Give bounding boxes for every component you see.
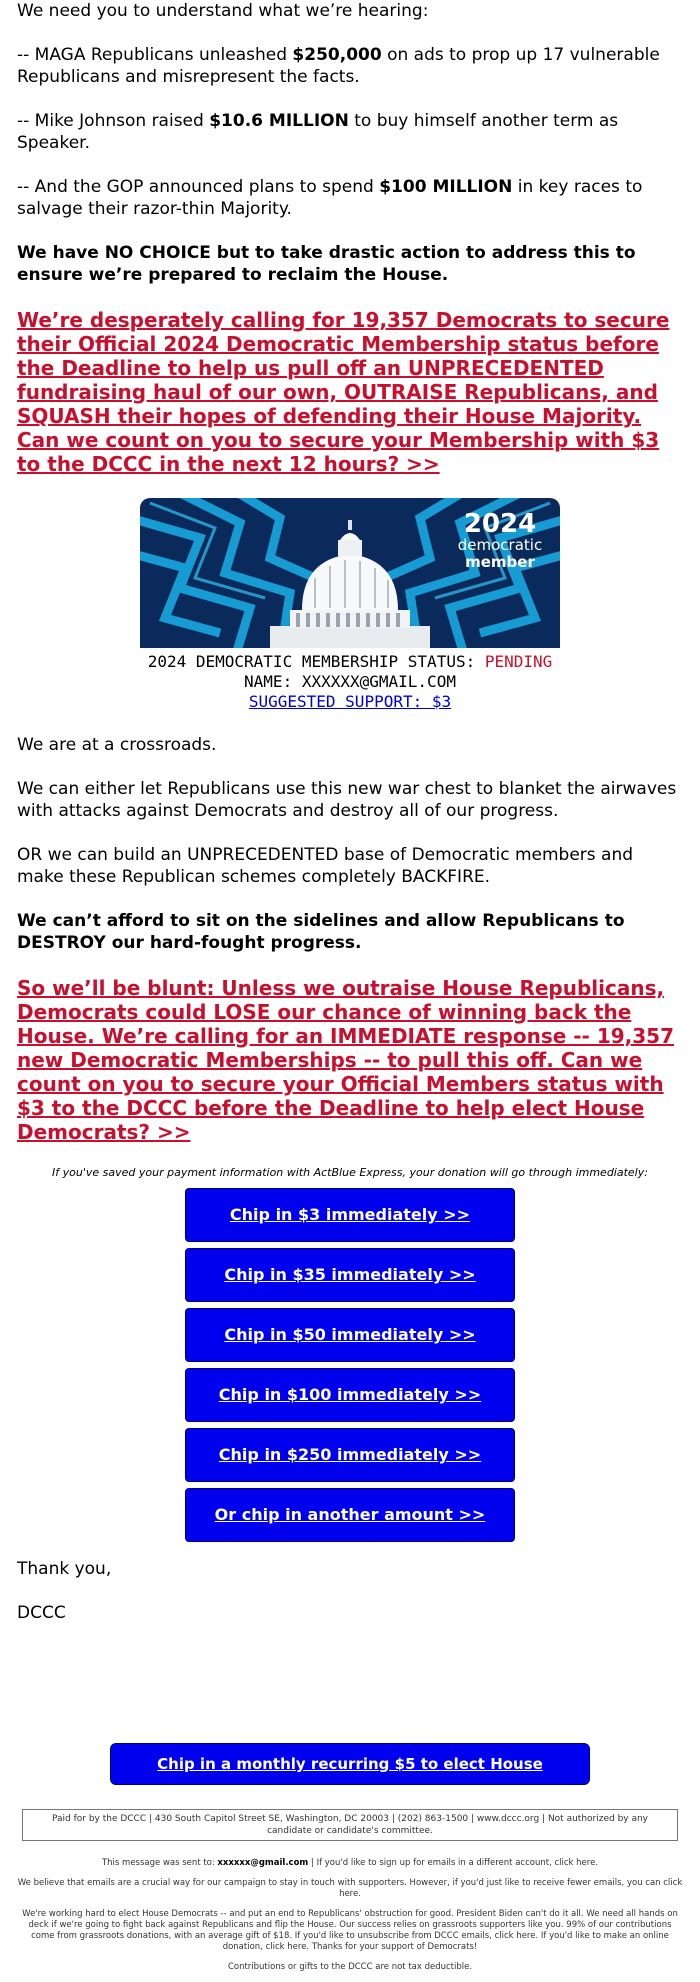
bullet-johnson-raised: -- Mike Johnson raised $10.6 MILLION to buy himself another term as Speaker. — [17, 111, 619, 153]
chip-250-button[interactable]: Chip in $250 immediately >> — [185, 1428, 515, 1482]
chip-50-button[interactable]: Chip in $50 immediately >> — [185, 1308, 515, 1362]
banner-line2: member — [465, 553, 535, 571]
sidelines-statement: We can’t afford to sit on the sidelines and allow Republicans to DESTROY our hard-fought progress. — [17, 911, 625, 953]
banner-line1: democratic — [457, 536, 543, 554]
crossroads-text: We are at a crossroads. — [17, 735, 217, 755]
backfire-text: OR we can build an UNPRECEDENTED base of Democratic members and make these Republican schemes completely BACKFIRE. — [17, 845, 634, 887]
recipient-email: xxxxxx@gmail.com — [217, 1858, 309, 1868]
bullet-maga-ads: -- MAGA Republicans unleashed $250,000 on ads to prop up 17 vulnerable Republicans and misrepresent the facts. — [17, 45, 660, 87]
paid-for-disclaimer: Paid for by the DCCC | 430 South Capitol Street SE, Washington, DC 20003 | (202) 863-1500 | www.dccc.org | Not authorized by any candidate or candidate's committee. — [22, 1809, 678, 1841]
sent-to-line: This message was sent to: xxxxxx@gmail.com | If you'd like to sign up for emails in a different account, click here. — [101, 1858, 599, 1868]
chip-100-button[interactable]: Chip in $100 immediately >> — [185, 1368, 515, 1422]
signoff — [17, 1558, 683, 1624]
monthly-recurring-button[interactable]: Chip in a monthly recurring $5 to elect House Democrats >> — [110, 1743, 590, 1785]
donation-buttons — [185, 1188, 515, 1542]
working-hard-line: We're working hard to elect House Democrats -- and put an end to Republicans' obstruction for good. President Biden can't do it all. We need all hands on deck if we're going to fight back against Republicans and flip the House. Our success relies on grassroots supporters like you. 99% of our contributions come from grassroots donations, with an average gift of $18. If you'd like to unsubscribe from DCCC emails, click here. If you'd like to make an online donation, click here. Thanks for your support of Democrats! — [22, 1909, 678, 1952]
fewer-emails-link[interactable]: here — [339, 1889, 359, 1899]
signature-text: DCCC — [17, 1603, 66, 1623]
outraise-cta-link[interactable]: So we’ll be blunt: Unless we outraise House Republicans, Democrats could LOSE our chance of winning back the House. We’re calling for an IMMEDIATE response -- 19,357 new Democratic Memberships -- to pull this off. Can we count on you to secure your Official Members status with $3 to the DCCC before the Deadline to help elect House Democrats? >> — [17, 976, 674, 1144]
status-pending: PENDING — [484, 652, 553, 671]
membership-status-block — [17, 652, 683, 712]
online-donation-link[interactable]: here — [287, 1942, 307, 1952]
thank-you-text: Thank you, — [17, 1559, 112, 1579]
tax-disclaimer: Contributions or gifts to the DCCC are not tax deductible. — [227, 1962, 473, 1972]
chip-other-amount-button[interactable]: Or chip in another amount >> — [185, 1488, 515, 1542]
different-account-link[interactable]: here — [576, 1858, 596, 1868]
no-choice-statement: We have NO CHOICE but to take drastic action to address this to ensure we’re prepared to reclaim the House. — [17, 243, 636, 285]
bullet-gop-spend: -- And the GOP announced plans to spend $100 MILLION in key races to salvage their razor-thin Majority. — [17, 177, 643, 219]
capitol-banner-image — [140, 498, 560, 648]
chip-35-button[interactable]: Chip in $35 immediately >> — [185, 1248, 515, 1302]
email-footer — [17, 1858, 683, 1982]
war-chest-text: We can either let Republicans use this new war chest to blanket the airwaves with attacks against Democrats and destroy all of our progress. — [17, 779, 677, 821]
suggested-support-link[interactable]: SUGGESTED SUPPORT: $3 — [248, 692, 452, 711]
banner-wrap — [17, 498, 683, 652]
status-name: NAME: XXXXXX@GMAIL.COM — [244, 672, 456, 691]
intro-line: We need you to understand what we’re hearing: — [17, 1, 429, 21]
chip-3-button[interactable]: Chip in $3 immediately >> — [185, 1188, 515, 1242]
fewer-emails-line: We believe that emails are a crucial way for our campaign to stay in touch with supporters. However, if you'd just like to receive fewer emails, you can click here. — [17, 1878, 683, 1899]
unsubscribe-link[interactable]: here — [516, 1931, 536, 1941]
banner-year: 2024 — [463, 509, 537, 539]
membership-banner[interactable] — [140, 498, 560, 648]
membership-cta-link[interactable]: We’re desperately calling for 19,357 Democrats to secure their Official 2024 Democratic Membership status before the Deadline to help us pull off an UNPRECEDENTED fundraising haul of our own, OUTRAISE Republicans, and SQUASH their hopes of defending their House Majority. Can we count on you to secure your Membership with $3 to the DCCC in the next 12 hours? >> — [17, 308, 670, 476]
actblue-express-note: If you've saved your payment information with ActBlue Express, your donation will go through immediately: — [52, 1166, 648, 1179]
status-line: 2024 DEMOCRATIC MEMBERSHIP STATUS: PENDING — [147, 652, 553, 671]
